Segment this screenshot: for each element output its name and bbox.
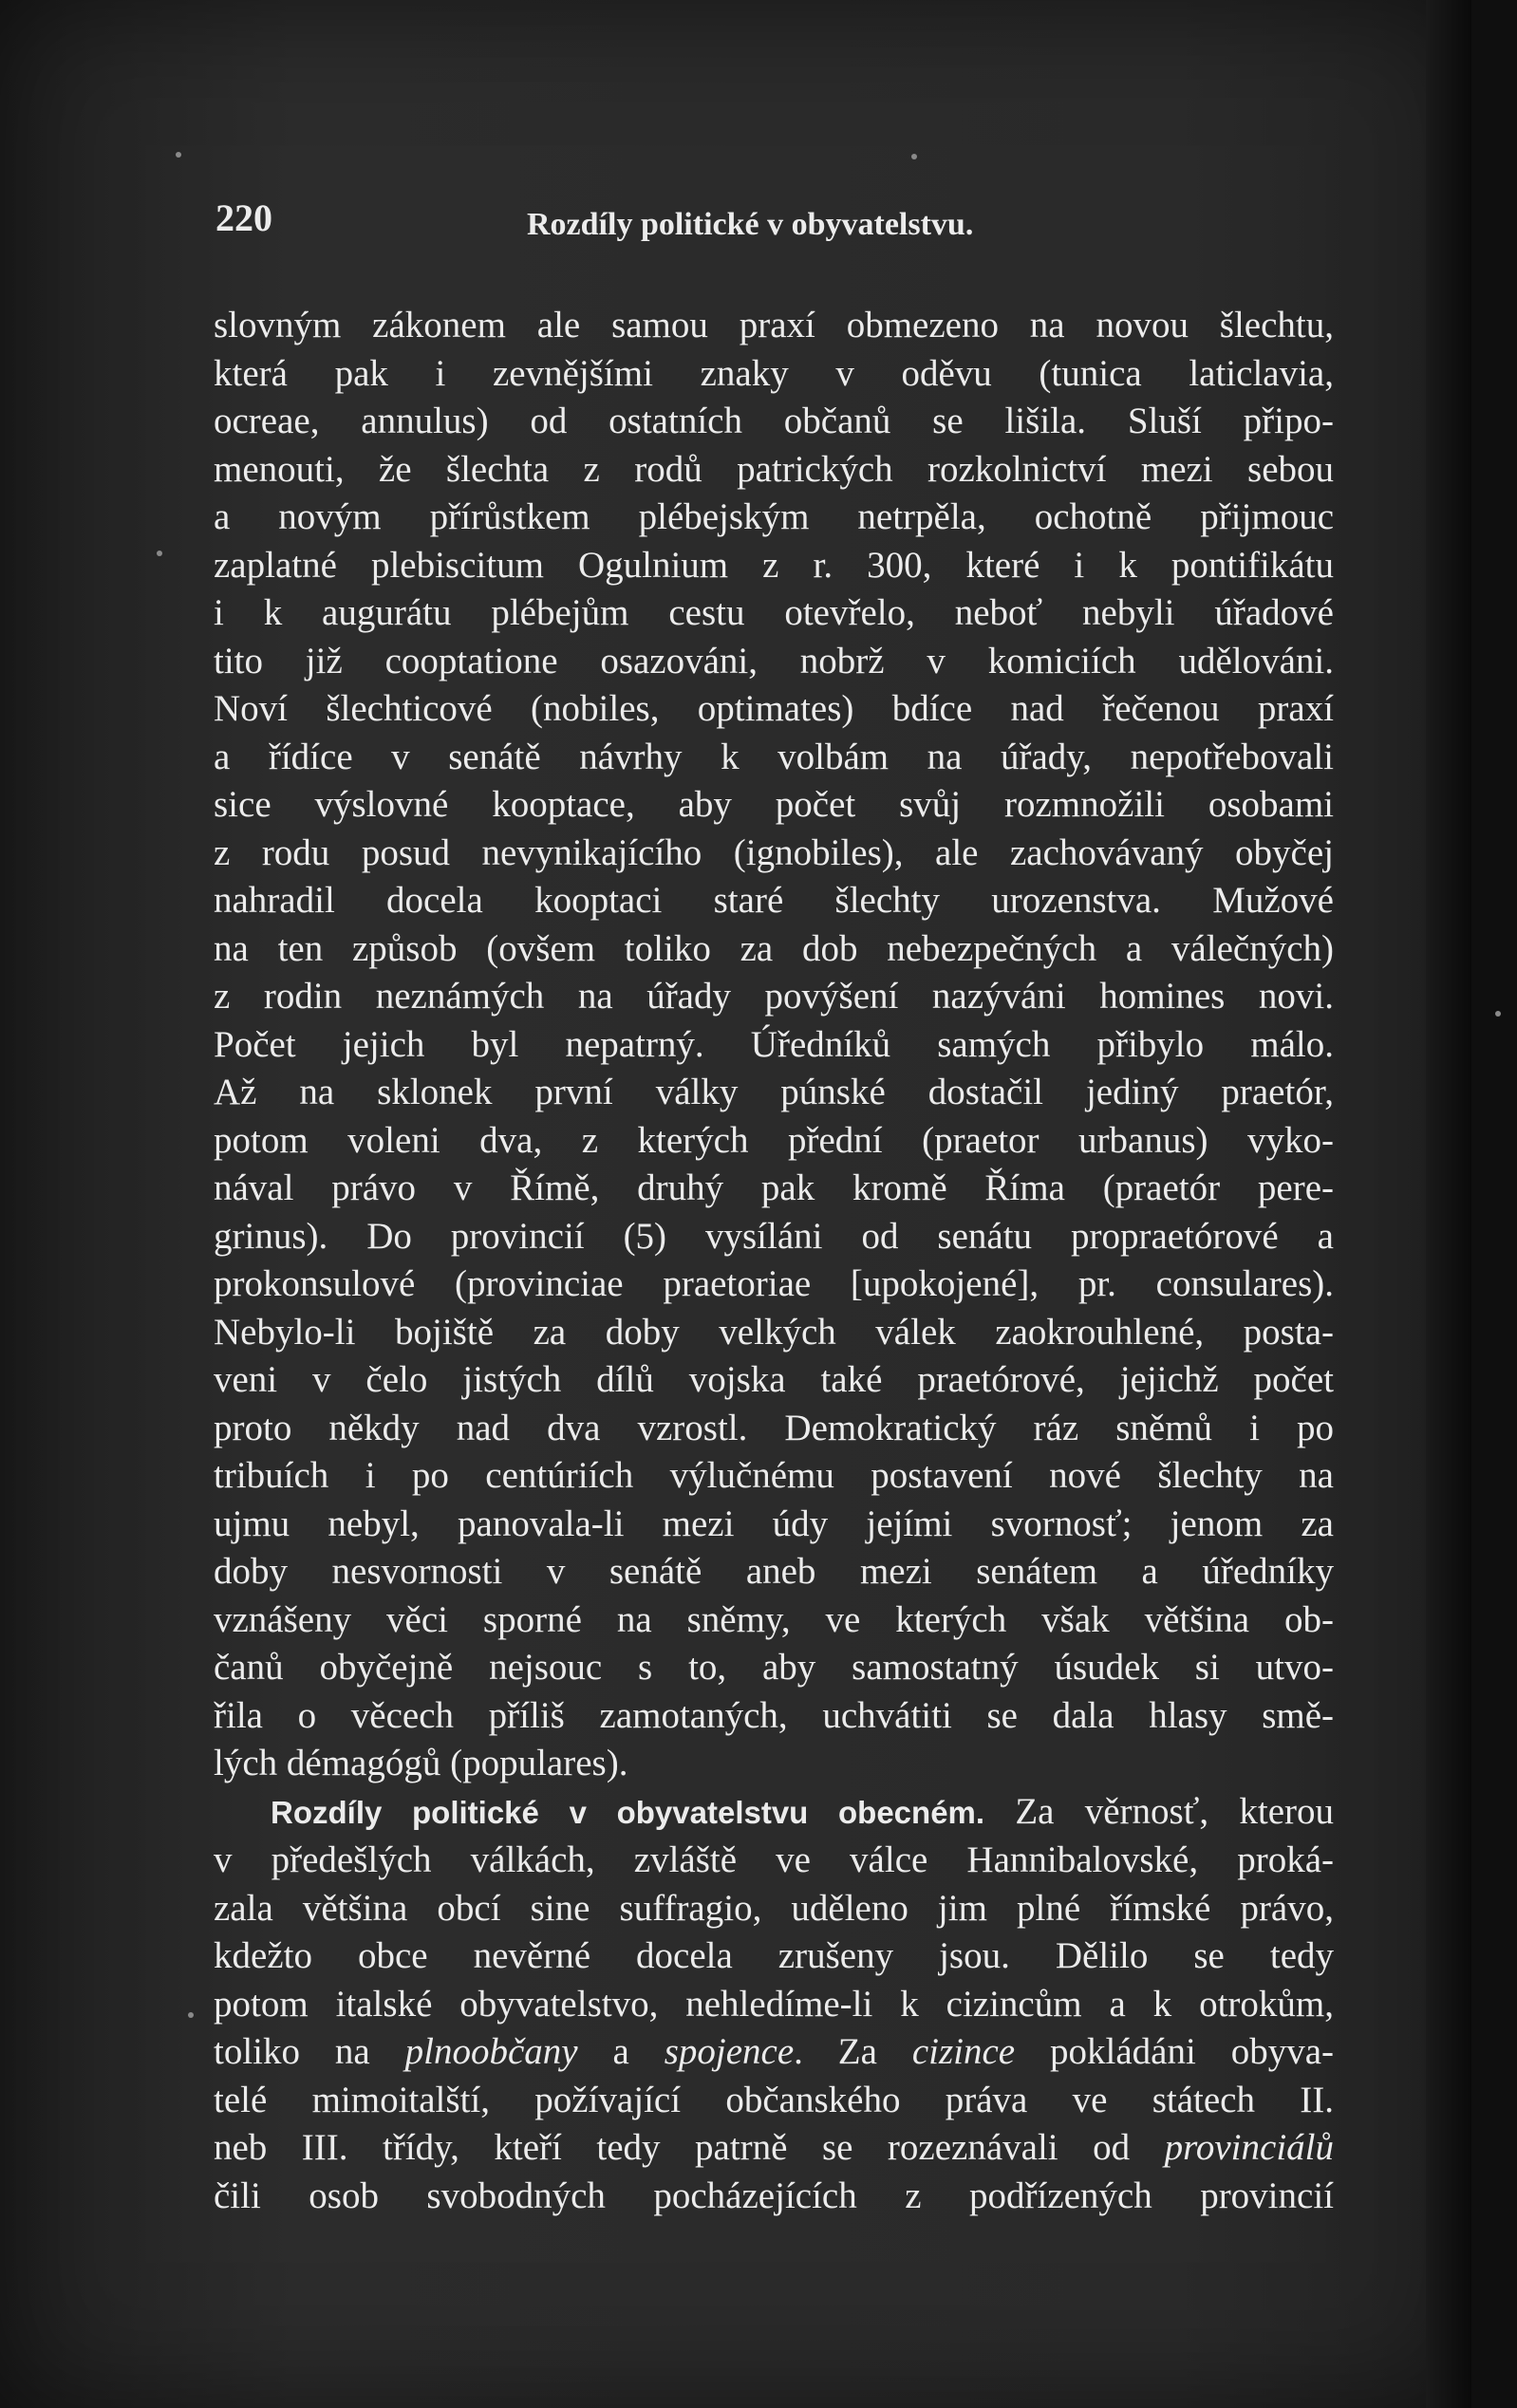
text-line: z rodu posud nevynikajícího (ignobiles), ale zachovávaný obyčej: [214, 831, 1334, 873]
italic-term: plnoobčany: [404, 2031, 578, 2072]
text-line: nahradil docela kooptaci staré šlechty urozenstva. Mužové: [214, 880, 1334, 921]
text-line: potom italské obyvatelstvo, nehledíme-li k cizincům a k otrokům,: [214, 1983, 1334, 2025]
text-line: doby nesvornosti v senátě aneb mezi senátem a úředníky: [214, 1551, 1334, 1592]
section-heading: Rozdíly politické v obyvatelstvu obecném.: [271, 1794, 985, 1830]
text-line: [214, 2028, 1334, 2077]
text-line: tito již cooptatione osazováni, nobrž v komiciích udělováni.: [214, 640, 1334, 681]
text-fragment: pokládáni obyva-: [1015, 2031, 1334, 2072]
text-line: prokonsulové (provinciae praetoriae [upokojené], pr. consulares).: [214, 1263, 1334, 1304]
text-fragment: neb III. třídy, kteří tedy patrně se rozeznávali od: [214, 2127, 1165, 2168]
italic-term: cizince: [911, 2031, 1016, 2072]
text-line: zaplatné plebiscitum Ogulnium z r. 300, které i k pontifikátu: [214, 544, 1334, 586]
text-line: v předešlých válkách, zvláště ve válce Hannibalovské, proká-: [214, 1839, 1334, 1880]
paper-speck: [1495, 1011, 1501, 1017]
text-fragment: . Za: [794, 2031, 912, 2072]
text-line: vznášeny věci sporné na sněmy, ve kterých však většina ob-: [214, 1598, 1334, 1640]
text-fragment: a: [577, 2031, 665, 2072]
text-line: potom voleni dva, z kterých přední (praetor urbanus) vyko-: [214, 1119, 1334, 1161]
paragraph-continued: [214, 302, 1334, 1788]
text-line: i k augurátu plébejům cestu otevřelo, neboť nebyli úřadové: [214, 592, 1334, 633]
paper-speck: [911, 154, 917, 159]
text-line: Počet jejich byl nepatrný. Úředníků samých přibylo málo.: [214, 1023, 1334, 1065]
italic-term: spojence: [664, 2031, 795, 2072]
text-line: lých démagógů (populares).: [214, 1743, 628, 1783]
text-line: nával právo v Římě, druhý pak kromě Říma (praetór pere-: [214, 1167, 1334, 1208]
text-line: ocreae, annulus) od ostatních občanů se lišila. Sluší připo-: [214, 401, 1334, 441]
text-line: [214, 1788, 1334, 1838]
text-line: tribuích i po centúriích výlučnému postavení nové šlechty na: [214, 1455, 1334, 1496]
text-line: čanů obyčejně nejsouc s to, aby samostatný úsudek si utvo-: [214, 1647, 1334, 1688]
text-line: čili osob svobodných pocházejících z podřízených provincií: [214, 2175, 1334, 2216]
text-line: menouti, že šlechta z rodů patrických rozkolnictví mezi sebou: [214, 448, 1334, 490]
text-line: ujmu nebyl, panovala-li mezi údy jejími svornosť; jenom za: [214, 1503, 1334, 1544]
text-line: veni v čelo jistých dílů vojska také praetórové, jejichž počet: [214, 1359, 1334, 1400]
running-head: Rozdíly politické v obyvatelstvu.: [527, 207, 974, 242]
page-edge: [1426, 0, 1471, 2408]
italic-term: provinciálů: [1164, 2127, 1334, 2168]
text-fragment: Za věrnosť, kterou: [984, 1790, 1334, 1832]
text-line: řila o věcech příliš zamotaných, uchvátiti se dala hlasy smě-: [214, 1694, 1334, 1736]
text-line: a novým přírůstkem plébejským netrpěla, ochotně přijmouc: [214, 496, 1334, 537]
text-line: Nebylo-li bojiště za doby velkých válek zaokrouhlené, posta-: [214, 1311, 1334, 1353]
text-line: Noví šlechticové (nobiles, optimates) bdíce nad řečenou praxí: [214, 688, 1334, 729]
text-line: která pak i zevnějšími znaky v oděvu (tunica laticlavia,: [214, 352, 1334, 394]
text-line: a řídíce v senátě návrhy k volbám na úřady, nepotřebovali: [214, 736, 1334, 777]
paper-speck: [176, 152, 181, 158]
text-line: na ten způsob (ovšem toliko za dob nebezpečných a válečných): [214, 927, 1334, 969]
text-line: kdežto obce nevěrné docela zrušeny jsou. Dělilo se tedy: [214, 1935, 1334, 1976]
text-line: slovným zákonem ale samou praxí obmezeno na novou šlechtu,: [214, 305, 1334, 345]
paper-speck: [157, 551, 162, 556]
section-paragraph: [214, 1788, 1334, 2221]
text-line: z rodin neznámých na úřady povýšení nazýváni homines novi.: [214, 976, 1334, 1017]
text-line: sice výslovné kooptace, aby počet svůj rozmnožili osobami: [214, 784, 1334, 825]
text-fragment: toliko na: [214, 2031, 405, 2072]
text-line: Až na sklonek první války púnské dostačil jediný praetór,: [214, 1072, 1334, 1112]
text-line: telé mimoitalští, požívající občanského práva ve státech II.: [214, 2079, 1334, 2120]
paper-speck: [188, 2012, 194, 2018]
text-line: zala většina obcí sine suffragio, uděleno jim plné římské právo,: [214, 1887, 1334, 1929]
text-line: grinus). Do provincií (5) vysíláni od senátu propraetórové a: [214, 1215, 1334, 1257]
page-number: 220: [215, 196, 272, 239]
body-text: [214, 302, 1334, 2220]
page-header: [204, 196, 1353, 252]
text-line: [214, 2124, 1334, 2173]
text-line: proto někdy nad dva vzrostl. Demokratický ráz sněmů i po: [214, 1407, 1334, 1448]
